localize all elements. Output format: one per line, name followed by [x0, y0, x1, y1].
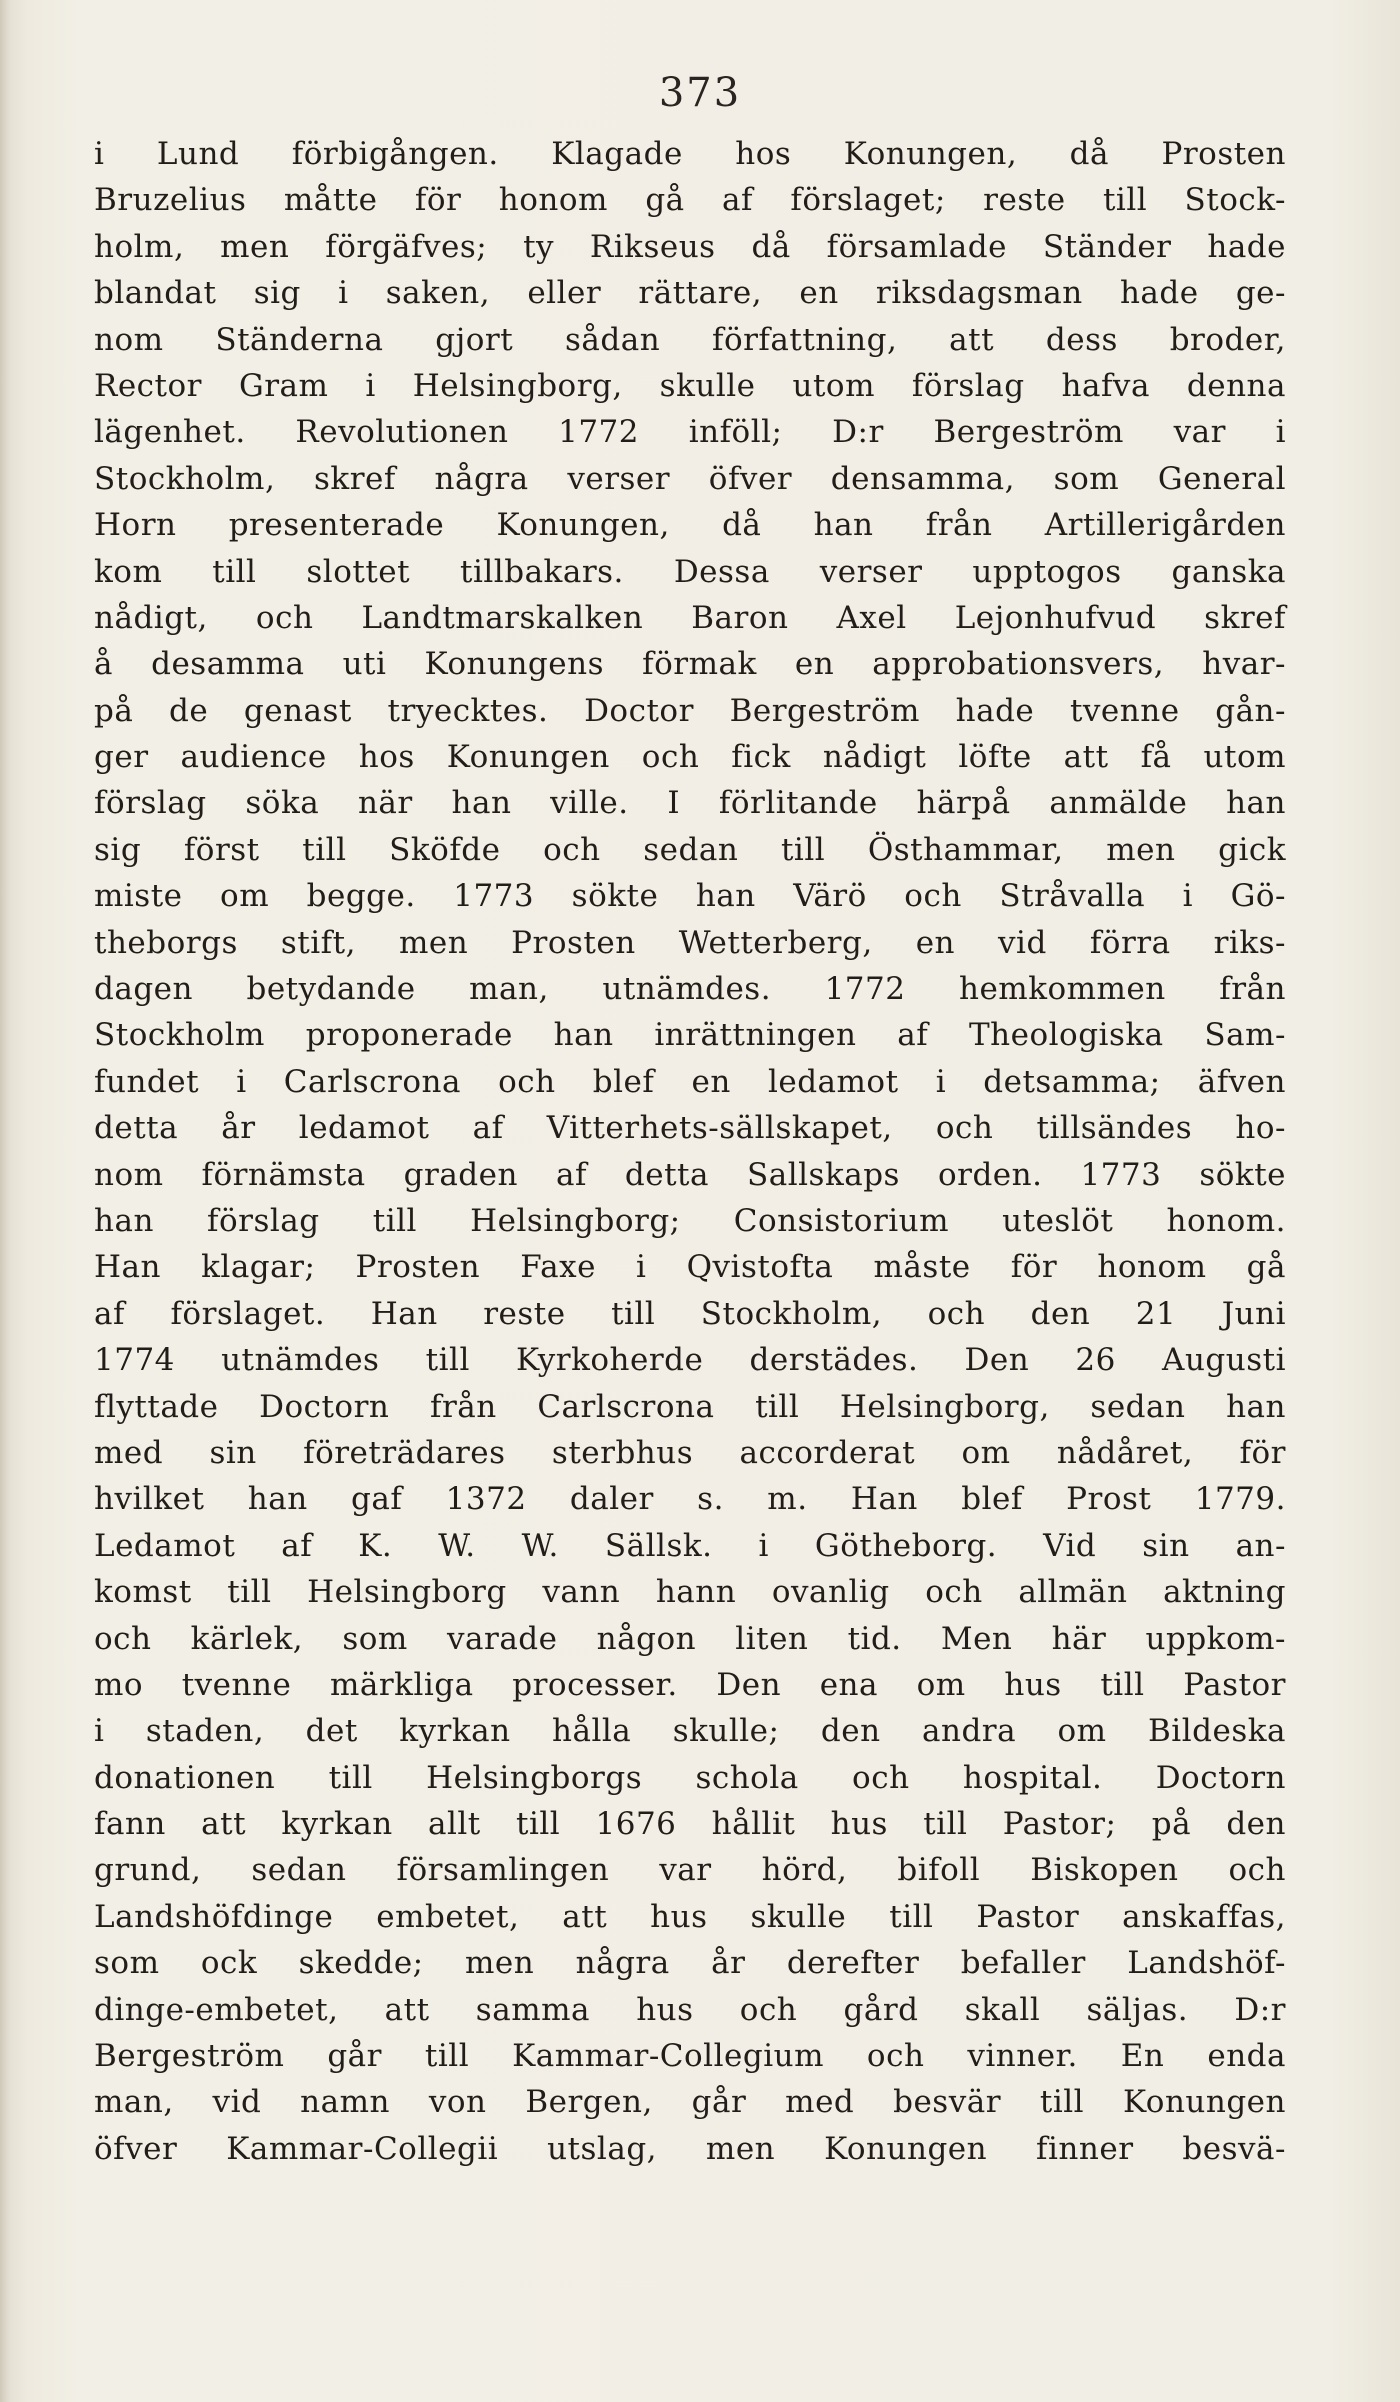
- text-line: med sin företrädares sterbhus accorderat om nådåret, för: [94, 1434, 1286, 1471]
- text-line: donationen till Helsingborgs schola och hospital. Doctorn: [94, 1759, 1286, 1796]
- text-line: hvilket han gaf 1372 daler s. m. Han blef Prost 1779.: [94, 1481, 1286, 1518]
- text-line: öfver Kammar-Collegii utslag, men Konungen finner besvä-: [94, 2130, 1286, 2167]
- text-line: sig först till Sköfde och sedan till Östhammar, men gick: [94, 831, 1286, 868]
- text-line: blandat sig i saken, eller rättare, en riksdagsman hade ge-: [94, 275, 1286, 312]
- text-line: Landshöfdinge embetet, att hus skulle till Pastor anskaffas,: [94, 1898, 1286, 1935]
- text-line: Horn presenterade Konungen, då han från Artillerigården: [94, 507, 1286, 544]
- text-line: miste om begge. 1773 sökte han Värö och Stråvalla i Gö-: [94, 878, 1286, 915]
- text-line: på de genast tryecktes. Doctor Bergeström hade tvenne gån-: [94, 692, 1286, 729]
- text-line: och kärlek, som varade någon liten tid. Men här uppkom-: [94, 1620, 1286, 1657]
- text-line: nådigt, och Landtmarskalken Baron Axel Lejonhufvud skref: [94, 599, 1286, 636]
- text-line: Stockholm proponerade han inrättningen af Theologiska Sam-: [94, 1017, 1286, 1054]
- text-line: lägenhet. Revolutionen 1772 inföll; D:r Bergeström var i: [94, 414, 1286, 451]
- text-line: Han klagar; Prosten Faxe i Qvistofta måste för honom gå: [94, 1249, 1286, 1286]
- text-line: i Lund förbigången. Klagade hos Konungen, då Prosten: [94, 136, 1286, 172]
- text-line: mo tvenne märkliga processer. Den ena om hus till Pastor: [94, 1666, 1286, 1703]
- body-text: [94, 131, 1286, 2172]
- text-line: kom till slottet tillbakars. Dessa verser upptogos ganska: [94, 553, 1286, 590]
- text-line: dinge-embetet, att samma hus och gård skall säljas. D:r: [94, 1991, 1286, 2028]
- text-line: af förslaget. Han reste till Stockholm, och den 21 Juni: [94, 1295, 1286, 1332]
- text-line: nom förnämsta graden af detta Sallskaps orden. 1773 sökte: [94, 1156, 1286, 1193]
- text-line: fann att kyrkan allt till 1676 hållit hus till Pastor; på den: [94, 1806, 1286, 1843]
- text-line: dagen betydande man, utnämdes. 1772 hemkommen från: [94, 971, 1286, 1008]
- page-number: 373: [658, 70, 742, 116]
- text-line: holm, men förgäfves; ty Rikseus då församlade Ständer hade: [94, 228, 1286, 265]
- text-line: Bruzelius måtte för honom gå af förslaget; reste till Stock-: [94, 182, 1286, 219]
- text-line: Ledamot af K. W. W. Sällsk. i Götheborg. Vid sin an-: [94, 1527, 1286, 1564]
- page-spine-shadow: [0, 0, 10, 2402]
- text-line: grund, sedan församlingen var hörd, bifoll Biskopen och: [94, 1852, 1286, 1889]
- text-line: nom Ständerna gjort sådan författning, att dess broder,: [94, 321, 1286, 358]
- text-line: som ock skedde; men några år derefter befaller Landshöf-: [94, 1945, 1286, 1982]
- text-line: man, vid namn von Bergen, går med besvär till Konungen: [94, 2084, 1286, 2121]
- text-line: han förslag till Helsingborg; Consistorium uteslöt honom.: [94, 1202, 1286, 1239]
- text-line: flyttade Doctorn från Carlscrona till Helsingborg, sedan han: [94, 1388, 1286, 1425]
- text-line: detta år ledamot af Vitterhets-sällskapet, och tillsändes ho-: [94, 1110, 1286, 1147]
- text-line: theborgs stift, men Prosten Wetterberg, en vid förra riks-: [94, 924, 1286, 961]
- text-line: komst till Helsingborg vann hann ovanlig och allmän aktning: [94, 1574, 1286, 1611]
- text-line: å desamma uti Konungens förmak en approbationsvers, hvar-: [94, 646, 1286, 683]
- text-line: i staden, det kyrkan hålla skulle; den andra om Bildeska: [94, 1713, 1286, 1750]
- text-line: ger audience hos Konungen och fick nådigt löfte att få utom: [94, 739, 1286, 776]
- text-line: fundet i Carlscrona och blef en ledamot i detsamma; äfven: [94, 1063, 1286, 1100]
- text-line: Rector Gram i Helsingborg, skulle utom förslag hafva denna: [94, 367, 1286, 404]
- text-line: Bergeström går till Kammar-Collegium och vinner. En enda: [94, 2038, 1286, 2075]
- text-line: förslag söka när han ville. I förlitande härpå anmälde han: [94, 785, 1286, 822]
- text-line: Stockholm, skref några verser öfver densamma, som General: [94, 460, 1286, 497]
- text-line: 1774 utnämdes till Kyrkoherde derstädes. Den 26 Augusti: [94, 1342, 1286, 1379]
